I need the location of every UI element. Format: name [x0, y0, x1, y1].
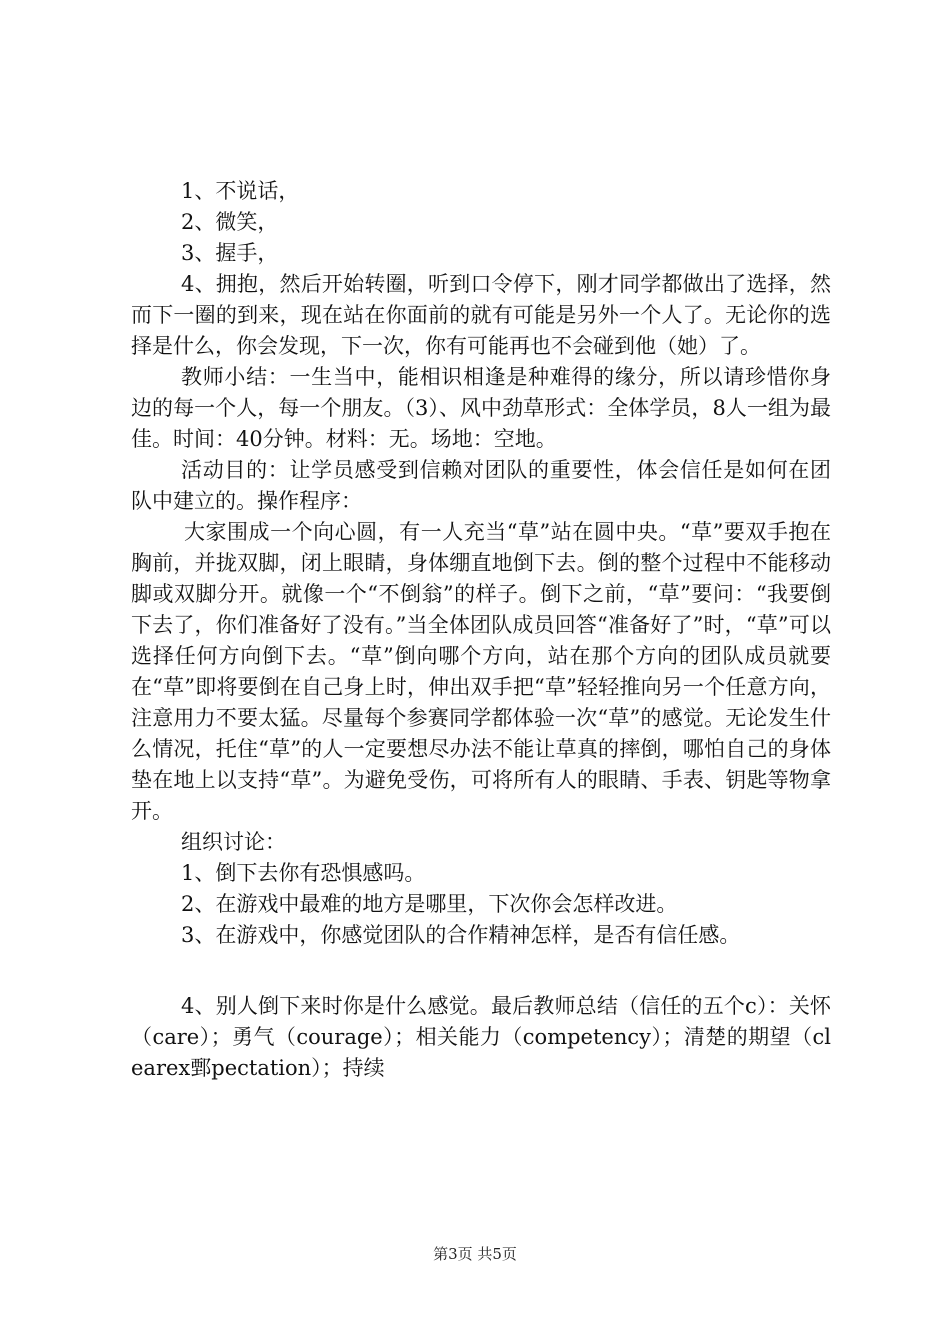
paragraph-discussion-4: 4、别人倒下来时你是什么感觉。最后教师总结（信任的五个c）：关怀（care）；勇气（courage）；相关能力（competency）；清楚的期望（clearex鄄pectation）；持续 — [131, 994, 831, 1080]
paragraph-item-2: 2、微笑， — [181, 210, 279, 234]
document-body — [131, 176, 831, 1084]
paragraph-spacer — [131, 951, 831, 991]
paragraph-activity-goal: 活动目的：让学员感受到信赖对团队的重要性，体会信任是如何在团队中建立的。操作程序： — [131, 458, 831, 513]
paragraph-procedure: 大家围成一个向心圆，有一人充当“草”站在圆中央。“草”要双手抱在胸前，并拢双脚，闭上眼睛，身体绷直地倒下去。倒的整个过程中不能移动脚或双脚分开。就像一个“不倒翁”的样子。倒下之前，“草”要问：“我要倒下去了，你们准备好了没有。”当全体团队成员回答“准备好了”时，“草”可以选择任何方向倒下去。“草”倒向哪个方向，站在那个方向的团队成员就要在“草”即将要倒在自己身上时，伸出双手把“草”轻轻推向另一个任意方向，注意用力不要太猛。尽量每个参赛同学都体验一次“草”的感觉。无论发生什么情况，托住“草”的人一定要想尽办法不能让草真的摔倒，哪怕自己的身体垫在地上以支持“草”。为避免受伤，可将所有人的眼睛、手表、钥匙等物拿开。 — [131, 520, 831, 823]
paragraph-discussion-2: 2、在游戏中最难的地方是哪里，下次你会怎样改进。 — [181, 892, 678, 916]
paragraph-discussion-3: 3、在游戏中，你感觉团队的合作精神怎样，是否有信任感。 — [181, 923, 741, 947]
paragraph-discussion-heading: 组织讨论： — [181, 830, 286, 854]
paragraph-teacher-summary: 教师小结：一生当中，能相识相逢是种难得的缘分，所以请珍惜你身边的每一个人，每一个朋友。（3）、风中劲草形式：全体学员，8人一组为最佳。时间：40分钟。材料：无。场地：空地。 — [131, 365, 831, 451]
page-number-footer: 第3页 共5页 — [433, 1245, 517, 1263]
paragraph-item-1: 1、不说话， — [181, 179, 300, 203]
paragraph-item-4: 4、拥抱，然后开始转圈，听到口令停下，刚才同学都做出了选择，然而下一圈的到来，现在站在你面前的就有可能是另外一个人了。无论你的选择是什么，你会发现，下一次，你有可能再也不会碰到他（她）了。 — [131, 272, 831, 358]
paragraph-discussion-1: 1、倒下去你有恐惧感吗。 — [181, 861, 426, 885]
paragraph-item-3: 3、握手， — [181, 241, 279, 265]
